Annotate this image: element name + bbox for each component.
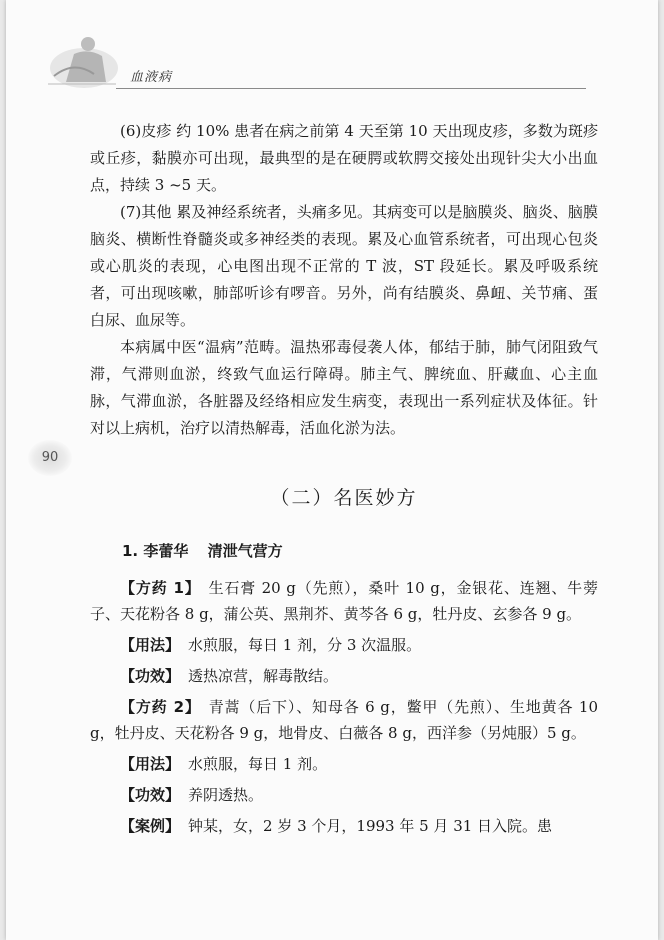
item-text: 青蒿（后下）、知母各 6 g，鳖甲（先煎）、生地黄各 10 g，牡丹皮、天花粉各 9 g，地骨皮、白薇各 8 g，西洋参（另炖服）5 g。 (90, 698, 598, 742)
prescription-item (90, 575, 598, 627)
running-header-title: 血液病 (130, 70, 173, 85)
paragraph-other-symptoms: (7)其他 累及神经系统者，头痛多见。其病变可以是脑膜炎、脑炎、脑膜脑炎、横断性脊髓炎或多神经类的表现。累及心血管系统者，可出现心包炎或心肌炎的表现，心电图出现不正常的 T 波，ST 段延长。累及呼吸系统者，可出现咳嗽，肺部听诊有啰音。另外，尚有结膜炎、鼻衄、关节痛、蛋白尿、血尿等。 (90, 203, 598, 329)
section-heading: （二）名医妙方 (270, 487, 418, 509)
header-divider (116, 88, 586, 89)
item-text: 透热凉营，解毒散结。 (188, 667, 339, 685)
doctor-name: 1. 李蕾华 (122, 542, 189, 560)
book-page (6, 0, 658, 940)
prescription-item (90, 782, 598, 808)
item-label: 【用法】 (120, 755, 181, 773)
item-text: 水煎服，每日 1 剂，分 3 次温服。 (188, 636, 422, 654)
item-text: 生石膏 20 g（先煎），桑叶 10 g，金银花、连翘、牛蒡子、天花粉各 8 g，蒲公英、黑荆芥、黄芩各 6 g，牡丹皮、玄参各 9 g。 (90, 579, 598, 623)
prescription-subheading (122, 540, 283, 561)
item-text: 养阴透热。 (188, 786, 264, 804)
paragraph-rash: (6)皮疹 约 10% 患者在病之前第 4 天至第 10 天出现皮疹，多数为斑疹或丘疹，黏膜亦可出现，最典型的是在硬腭或软腭交接处出现针尖大小出血点，持续 3 ~5 天。 (90, 122, 598, 194)
item-text: 钟某，女，2 岁 3 个月，1993 年 5 月 31 日入院。患 (188, 817, 553, 835)
item-label: 【案例】 (120, 817, 181, 835)
prescription-item (90, 694, 598, 746)
page-number: 90 (28, 440, 72, 476)
prescription-item (90, 663, 598, 689)
item-label: 【方药 1】 (120, 579, 201, 597)
prescription-list (90, 575, 598, 844)
scholar-illustration-icon (44, 30, 120, 90)
prescription-item (90, 751, 598, 777)
item-label: 【方药 2】 (120, 698, 201, 716)
item-label: 【功效】 (120, 786, 181, 804)
formula-name: 清泄气营方 (207, 542, 283, 560)
paragraph-tcm-pathogenesis: 本病属中医“温病”范畴。温热邪毒侵袭人体，郁结于肺，肺气闭阻致气滞，气滞则血淤，终致气血运行障碍。肺主气、脾统血、肝藏血、心主血脉，气滞血淤，各脏器及经络相应发生病变，表现出一系列症状及体征。针对以上病机，治疗以清热解毒，活血化淤为法。 (90, 338, 598, 437)
item-label: 【功效】 (120, 667, 181, 685)
item-text: 水煎服，每日 1 剂。 (188, 755, 328, 773)
prescription-item (90, 813, 598, 839)
prescription-item (90, 632, 598, 658)
item-label: 【用法】 (120, 636, 181, 654)
body-text (90, 118, 598, 442)
